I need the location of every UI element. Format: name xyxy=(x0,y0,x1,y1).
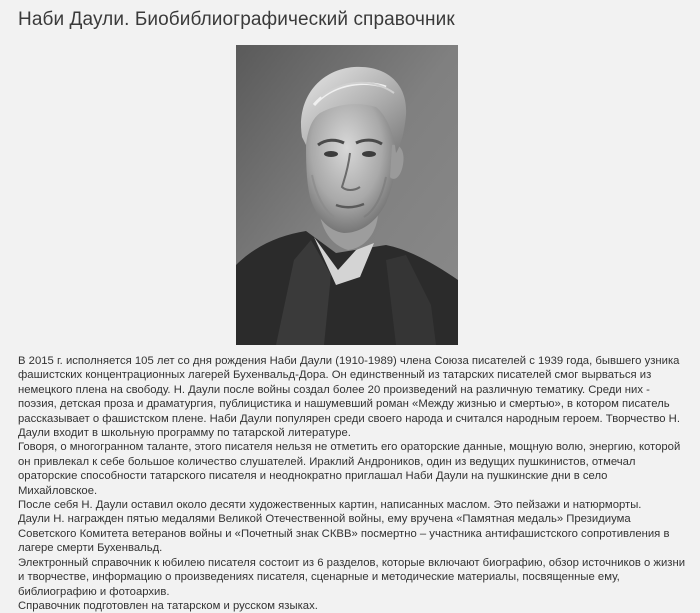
paragraph-oratory: Говоря, о многогранном таланте, этого писателя нельзя не отметить его ораторские данные, мощную волю, энергию, которой он привлекал к себе большое количество слушателей. Ираклий Андроников, один из ведущих пушкинистов, отмечал ораторские способности татарского писателя и неоднократно приглашал Наби Даули на пушкинские дни в село Михайловское. xyxy=(18,441,681,497)
paragraph-handbook-sections: Электронный справочник к юбилею писателя состоит из 6 разделов, которые включают биографию, обзор источников о жизни и творчестве, информацию о произведениях писателя, сценарные и методические материалы, посвященные ему, библиографию и фотоархив. xyxy=(18,556,686,598)
page-title: Наби Даули. Биобиблиографический справочник xyxy=(18,9,455,30)
article-text xyxy=(18,354,686,613)
portrait-photo xyxy=(236,45,458,345)
paragraph-awards: Даули Н. награжден пятью медалями Великой Отечественной войны, ему вручена «Памятная медаль» Президиума Советского Комитета ветеранов войны и «Почетный знак СКВВ» посмертно – участника антифашистского сопротивления в лагере смерти Бухенвальд. xyxy=(18,513,670,555)
portrait-icon xyxy=(236,45,458,345)
paragraph-anniversary: В 2015 г. исполняется 105 лет со дня рождения Наби Даули (1910-1989) члена Союза писателей с 1939 года, бывшего узника фашистских концентрационных лагерей Бухенвальд-Дора. Он единственный из татарских писателей смог вырваться из немецкого плена на свободу. Н. Даули после войны создал более 20 произведений на различную тематику. Среди них - поэзия, детская проза и драматургия, публицистика и нашумевший роман «Между жизнью и смертью», в котором писатель рассказывает о фашистском плене. Наби Даули популярен среди своего народа и считался народным героем. Творчество Н. Даули входит в школьную программу по татарской литературе. xyxy=(18,355,680,440)
paragraph-languages: Справочник подготовлен на татарском и русском языках. xyxy=(18,599,318,612)
paragraph-paintings: После себя Н. Даули оставил около десяти художественных картин, написанных маслом. Это пейзажи и натюрморты. xyxy=(18,499,642,512)
